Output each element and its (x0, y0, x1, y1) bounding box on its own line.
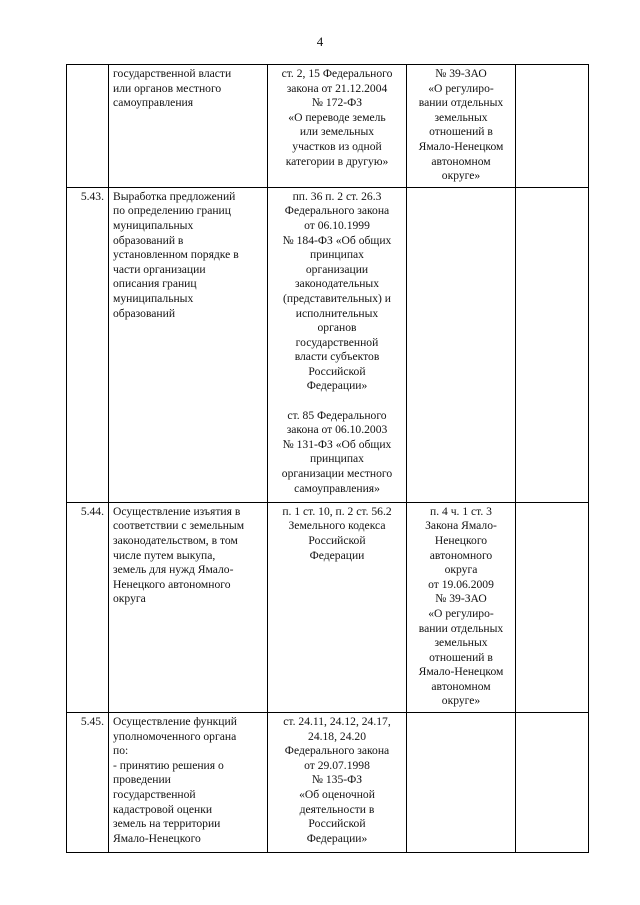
federal-basis: пп. 36 п. 2 ст. 26.3 Федерального закона от 06.10.1999 № 184-ФЗ «Об общих принципах организации законодательных (представительных) и исполнительных органов государственной власти субъектов Российской Федерации» ст. 85 Федерального закона от 06.10.2003 № 131-ФЗ «Об общих принципах организации местного самоуправления» (268, 187, 407, 502)
extra-cell (516, 713, 589, 853)
extra-cell (516, 502, 589, 712)
regional-basis (407, 713, 516, 853)
row-number (67, 65, 109, 188)
table-row (67, 187, 589, 502)
table-row (67, 65, 589, 188)
federal-basis: ст. 2, 15 Федерального закона от 21.12.2004 № 172-ФЗ «О переводе земель или земельных участков из одной категории в другую» (268, 65, 407, 188)
row-number: 5.44. (67, 502, 109, 712)
row-number: 5.45. (67, 713, 109, 853)
function-name: Выработка предложений по определению границ муниципальных образований в установленном порядке в части организации описания границ муниципальных образований (109, 187, 268, 502)
authorities-table (66, 64, 589, 853)
function-name: Осуществление функций уполномоченного органа по: - принятию решения о проведении государственной кадастровой оценки земель на территории Ямало-Ненецкого (109, 713, 268, 853)
page-number: 4 (316, 34, 324, 49)
row-number: 5.43. (67, 187, 109, 502)
federal-basis: ст. 24.11, 24.12, 24.17, 24.18, 24.20 Федерального закона от 29.07.1998 № 135-ФЗ «Об оценочной деятельности в Российской Федерации» (268, 713, 407, 853)
function-name: государственной власти или органов местного самоуправления (109, 65, 268, 188)
regional-basis: п. 4 ч. 1 ст. 3 Закона Ямало- Ненецкого автономного округа от 19.06.2009 № 39-ЗАО «О регулиро- вании отдельных земельных отношений в Ямало-Ненецком автономном округе» (407, 502, 516, 712)
regional-basis (407, 187, 516, 502)
table-row (67, 713, 589, 853)
extra-cell (516, 187, 589, 502)
table-row (67, 502, 589, 712)
federal-basis: п. 1 ст. 10, п. 2 ст. 56.2 Земельного кодекса Российской Федерации (268, 502, 407, 712)
function-name: Осуществление изъятия в соответствии с земельным законодательством, в том числе путем выкупа, земель для нужд Ямало- Ненецкого автономного округа (109, 502, 268, 712)
regional-basis: № 39-ЗАО «О регулиро- вании отдельных земельных отношений в Ямало-Ненецком автономном округе» (407, 65, 516, 188)
extra-cell (516, 65, 589, 188)
